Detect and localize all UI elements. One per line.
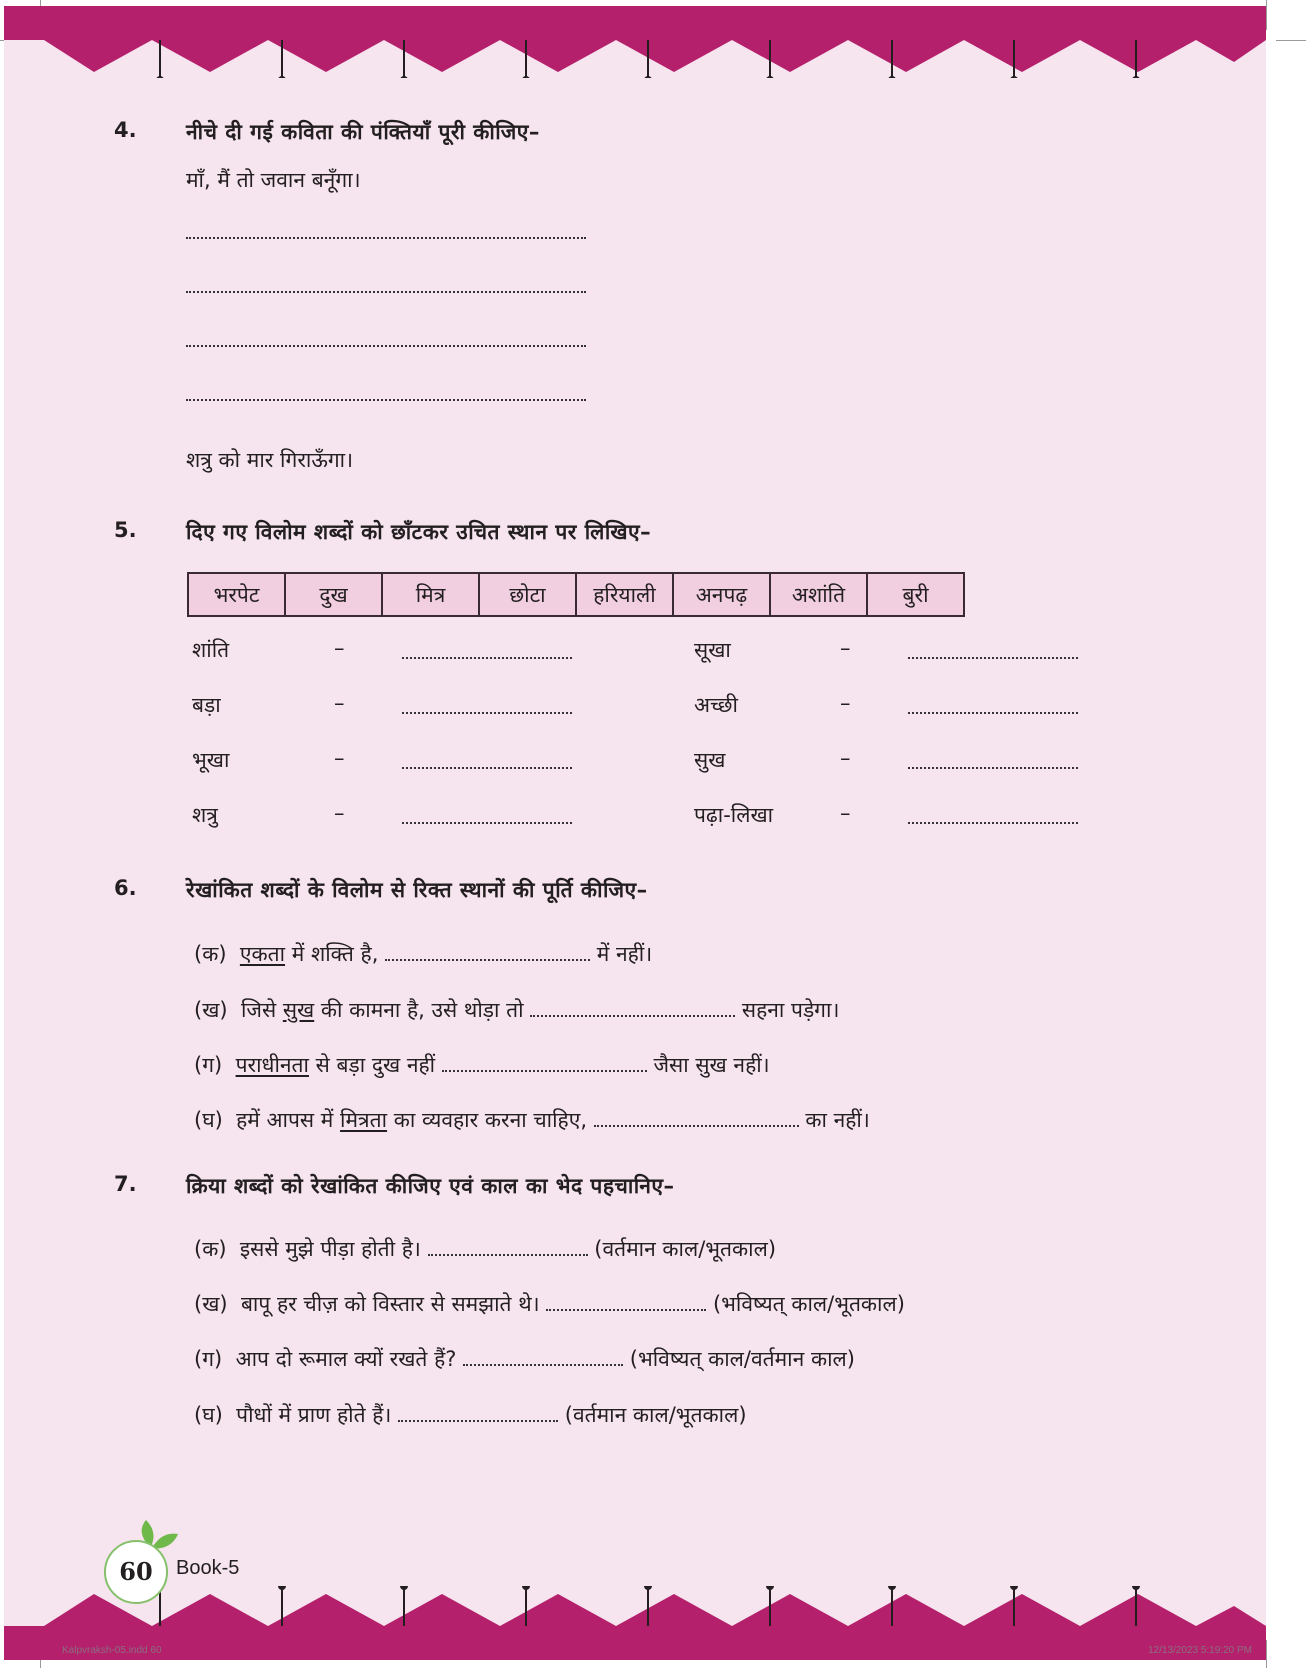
- item-label: (ख): [194, 998, 228, 1022]
- answer-blank[interactable]: [908, 750, 1078, 774]
- worksheet-page: [4, 6, 1266, 1660]
- sentence-post: में नहीं।: [596, 942, 653, 966]
- question-prompt: दिए गए विलोम शब्दों को छाँटकर उचित स्थान पर लिखिए–: [186, 520, 652, 544]
- dash: –: [334, 636, 345, 660]
- item-label: (ग): [194, 1347, 223, 1371]
- page-number: 60: [104, 1540, 168, 1604]
- fill-sentence: [194, 996, 839, 1024]
- antonym-word: सूखा: [694, 638, 731, 662]
- tense-item: [194, 1290, 905, 1318]
- word-box: [187, 572, 965, 617]
- question-prompt: क्रिया शब्दों को रेखांकित कीजिए एवं काल का भेद पहचानिए–: [186, 1174, 675, 1198]
- answer-blank[interactable]: [402, 750, 572, 774]
- antonym-word: सुख: [694, 748, 726, 772]
- tense-sentence[interactable]: बापू हर चीज़ को विस्तार से समझाते थे।: [240, 1292, 540, 1316]
- answer-blank[interactable]: [530, 1003, 735, 1017]
- tense-item: [194, 1235, 776, 1263]
- sentence-post: जैसा सुख नहीं।: [653, 1053, 770, 1077]
- underlined-word: सुख: [282, 998, 315, 1022]
- tense-options: (वर्तमान काल/भूतकाल): [594, 1237, 777, 1261]
- answer-blank[interactable]: [402, 640, 572, 664]
- word-box-cell: अनपढ़: [673, 573, 770, 616]
- answer-blank[interactable]: [398, 1408, 558, 1422]
- dash: –: [840, 636, 851, 660]
- item-label: (ग): [194, 1053, 223, 1077]
- dash: –: [334, 746, 345, 770]
- sentence-post: सहना पड़ेगा।: [741, 998, 840, 1022]
- fill-sentence: [194, 940, 652, 968]
- answer-blank[interactable]: [385, 947, 590, 961]
- dash: –: [840, 691, 851, 715]
- top-zigzag-band: [4, 6, 1266, 78]
- answer-blank[interactable]: [908, 805, 1078, 829]
- dash: –: [840, 746, 851, 770]
- antonym-word: शत्रु: [192, 803, 218, 827]
- question-number: 7.: [114, 1172, 137, 1196]
- fill-sentence: [194, 1106, 870, 1134]
- item-label: (ख): [194, 1292, 228, 1316]
- crop-mark: [1266, 1640, 1267, 1668]
- answer-blank[interactable]: [186, 328, 586, 352]
- underlined-word: एकता: [239, 942, 286, 966]
- sentence-pre: जिसे: [240, 998, 283, 1022]
- question-number: 4.: [114, 118, 137, 142]
- word-box-cell: अशांति: [770, 573, 867, 616]
- answer-blank[interactable]: [402, 805, 572, 829]
- item-label: (घ): [194, 1403, 223, 1427]
- tense-sentence[interactable]: पौधों में प्राण होते हैं।: [236, 1403, 392, 1427]
- sentence-mid: में शक्ति है,: [285, 942, 379, 966]
- word-box-cell: हरियाली: [576, 573, 673, 616]
- answer-blank[interactable]: [594, 1113, 799, 1127]
- answer-blank[interactable]: [428, 1242, 588, 1256]
- print-timestamp: 12/13/2023 5:19:20 PM: [1148, 1645, 1252, 1656]
- question-number: 5.: [114, 518, 137, 542]
- antonym-word: भूखा: [192, 748, 230, 772]
- item-label: (घ): [194, 1108, 223, 1132]
- word-box-cell: छोटा: [479, 573, 576, 616]
- answer-blank[interactable]: [463, 1352, 623, 1366]
- sentence-mid: से बड़ा दुख नहीं: [308, 1053, 436, 1077]
- antonym-word: पढ़ा-लिखा: [694, 803, 774, 827]
- answer-blank[interactable]: [186, 382, 586, 406]
- question-prompt: रेखांकित शब्दों के विलोम से रिक्त स्थानों की पूर्ति कीजिए–: [186, 878, 648, 902]
- tense-sentence[interactable]: इससे मुझे पीड़ा होती है।: [239, 1237, 421, 1261]
- underlined-word: मित्रता: [340, 1108, 388, 1132]
- fill-sentence: [194, 1051, 770, 1079]
- answer-blank[interactable]: [546, 1297, 706, 1311]
- crop-mark: [1266, 0, 1267, 30]
- sentence-mid: का व्यवहार करना चाहिए,: [387, 1108, 587, 1132]
- answer-blank[interactable]: [402, 695, 572, 719]
- file-slug: Kalpvraksh-05.indd 60: [62, 1645, 162, 1656]
- tense-options: (भविष्यत् काल/भूतकाल): [712, 1292, 905, 1316]
- question-prompt: नीचे दी गई कविता की पंक्तियाँ पूरी कीजिए–: [186, 120, 540, 144]
- answer-blank[interactable]: [908, 695, 1078, 719]
- bottom-zigzag-band: [4, 1586, 1266, 1660]
- answer-blank[interactable]: [908, 640, 1078, 664]
- tense-item: [194, 1345, 855, 1373]
- item-label: (क): [194, 1237, 227, 1261]
- word-box-cell: बुरी: [867, 573, 964, 616]
- tense-options: (भविष्यत् काल/वर्तमान काल): [629, 1347, 855, 1371]
- answer-blank[interactable]: [186, 220, 586, 244]
- answer-blank[interactable]: [186, 274, 586, 298]
- item-label: (क): [194, 942, 227, 966]
- word-box-cell: भरपेट: [188, 573, 285, 616]
- tense-sentence[interactable]: आप दो रूमाल क्यों रखते हैं?: [235, 1347, 457, 1371]
- book-label: Book-5: [176, 1557, 240, 1579]
- dash: –: [334, 801, 345, 825]
- crop-mark: [1276, 40, 1306, 41]
- antonym-word: अच्छी: [694, 693, 738, 717]
- antonym-word: शांति: [192, 638, 230, 662]
- word-box-cell: मित्र: [382, 573, 479, 616]
- sentence-pre: हमें आपस में: [236, 1108, 341, 1132]
- dash: –: [840, 801, 851, 825]
- sentence-mid: की कामना है, उसे थोड़ा तो: [314, 998, 524, 1022]
- word-box-cell: दुख: [285, 573, 382, 616]
- tense-item: [194, 1401, 747, 1429]
- dash: –: [334, 691, 345, 715]
- antonym-word: बड़ा: [192, 693, 221, 717]
- poem-last-line: शत्रु को मार गिराऊँगा।: [186, 448, 354, 472]
- underlined-word: पराधीनता: [235, 1053, 309, 1077]
- tense-options: (वर्तमान काल/भूतकाल): [564, 1403, 747, 1427]
- answer-blank[interactable]: [442, 1058, 647, 1072]
- question-number: 6.: [114, 876, 137, 900]
- sentence-post: का नहीं।: [805, 1108, 870, 1132]
- poem-first-line: माँ, मैं तो जवान बनूँगा।: [186, 168, 361, 192]
